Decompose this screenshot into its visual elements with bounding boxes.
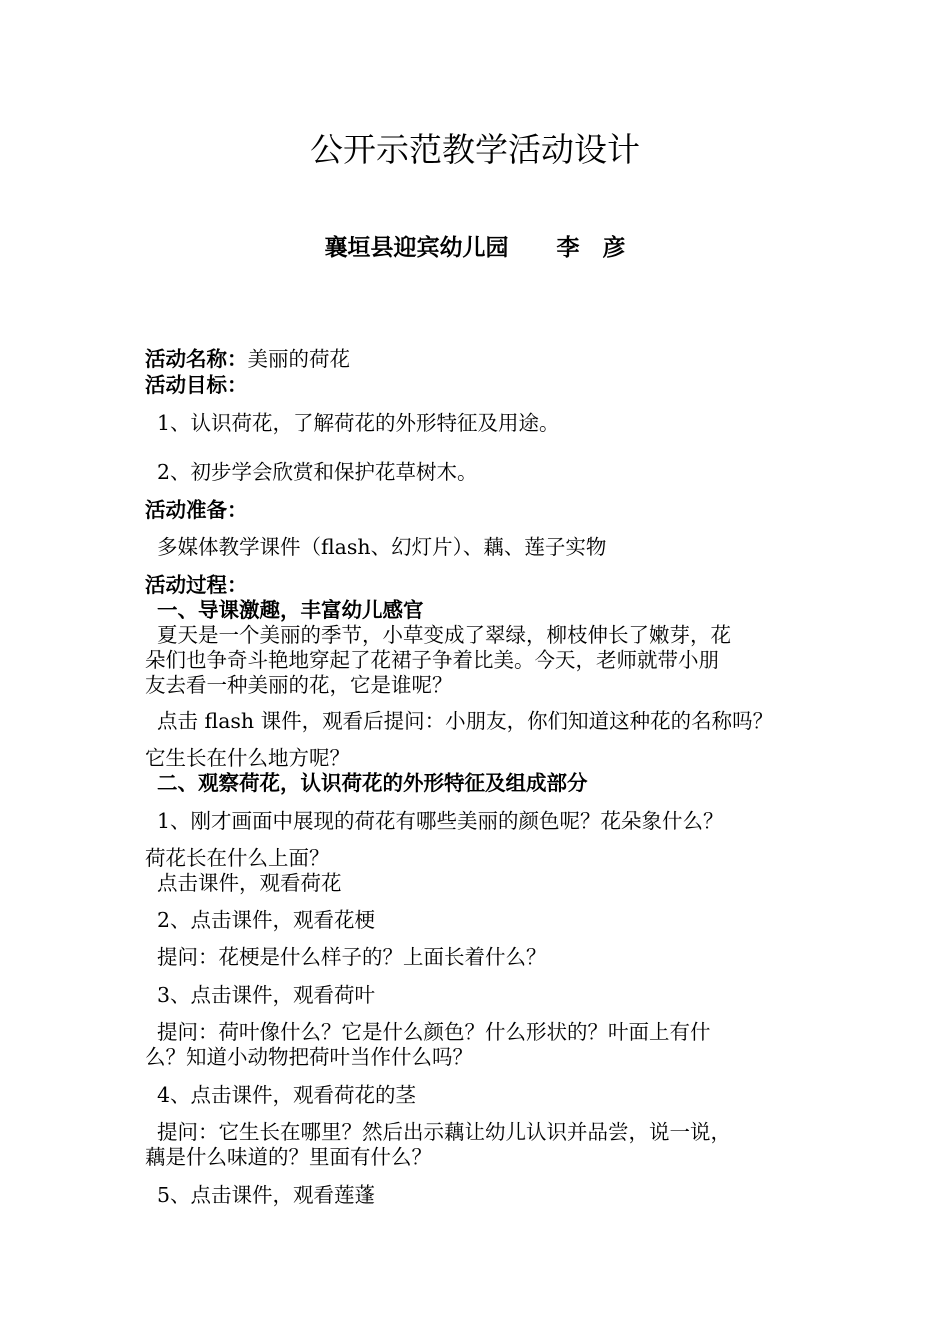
- author-line: [0, 232, 950, 264]
- author-name: 李 彦: [556, 234, 626, 261]
- flash-question-line: 它生长在什么地方呢？: [145, 746, 350, 770]
- activity-name-label: 活动名称：: [145, 347, 248, 371]
- school-name: 襄垣县迎宾幼儿园: [324, 234, 509, 261]
- observation-2-question: 提问：花梗是什么样子的？上面长着什么？: [157, 945, 547, 969]
- document-title: 公开示范教学活动设计: [310, 130, 640, 169]
- flash-question-line: 点击 flash 课件，观看后提问：小朋友，你们知道这种花的名称吗？: [157, 709, 774, 733]
- observation-4: 4、点击课件，观看荷花的茎: [157, 1083, 417, 1107]
- observation-4-question-line: 提问：它生长在哪里？然后出示藕让幼儿认识并品尝，说一说，: [157, 1120, 731, 1144]
- goal-2: 2、初步学会欣赏和保护花草树木。: [157, 460, 478, 484]
- observation-1-line: 1、刚才画面中展现的荷花有哪些美丽的颜色呢？花朵象什么？: [157, 809, 724, 833]
- activity-name-line: [145, 346, 825, 373]
- goals-label: 活动目标：: [145, 373, 248, 397]
- intro-paragraph-line: 朵们也争奇斗艳地穿起了花裙子争着比美。今天，老师就带小朋: [145, 648, 719, 672]
- observation-3-question-line: 么？知道小动物把荷叶当作什么吗？: [145, 1045, 473, 1069]
- observation-1-action: 点击课件，观看荷花: [157, 871, 342, 895]
- prep-text: 多媒体教学课件（flash、幻灯片）、藕、莲子实物: [157, 535, 607, 559]
- activity-name-value: 美丽的荷花: [247, 347, 350, 371]
- process-label: 活动过程：: [145, 573, 248, 597]
- observation-2: 2、点击课件，观看花梗: [157, 908, 376, 932]
- section-2-heading: 二、观察荷花，认识荷花的外形特征及组成部分: [157, 771, 588, 795]
- section-1-heading: 一、导课激趣，丰富幼儿感官: [157, 598, 424, 622]
- intro-paragraph-line: 夏天是一个美丽的季节，小草变成了翠绿，柳枝伸长了嫩芽，花: [157, 623, 731, 647]
- observation-3: 3、点击课件，观看荷叶: [157, 983, 376, 1007]
- observation-5: 5、点击课件，观看莲蓬: [157, 1183, 376, 1207]
- observation-4-question-line: 藕是什么味道的？里面有什么？: [145, 1145, 432, 1169]
- intro-paragraph-line: 友去看一种美丽的花，它是谁呢？: [145, 673, 453, 697]
- prep-label: 活动准备：: [145, 498, 248, 522]
- observation-3-question-line: 提问：荷叶像什么？它是什么颜色？什么形状的？叶面上有什: [157, 1020, 711, 1044]
- goal-1: 1、认识荷花，了解荷花的外形特征及用途。: [157, 411, 560, 435]
- observation-1-line: 荷花长在什么上面？: [145, 846, 330, 870]
